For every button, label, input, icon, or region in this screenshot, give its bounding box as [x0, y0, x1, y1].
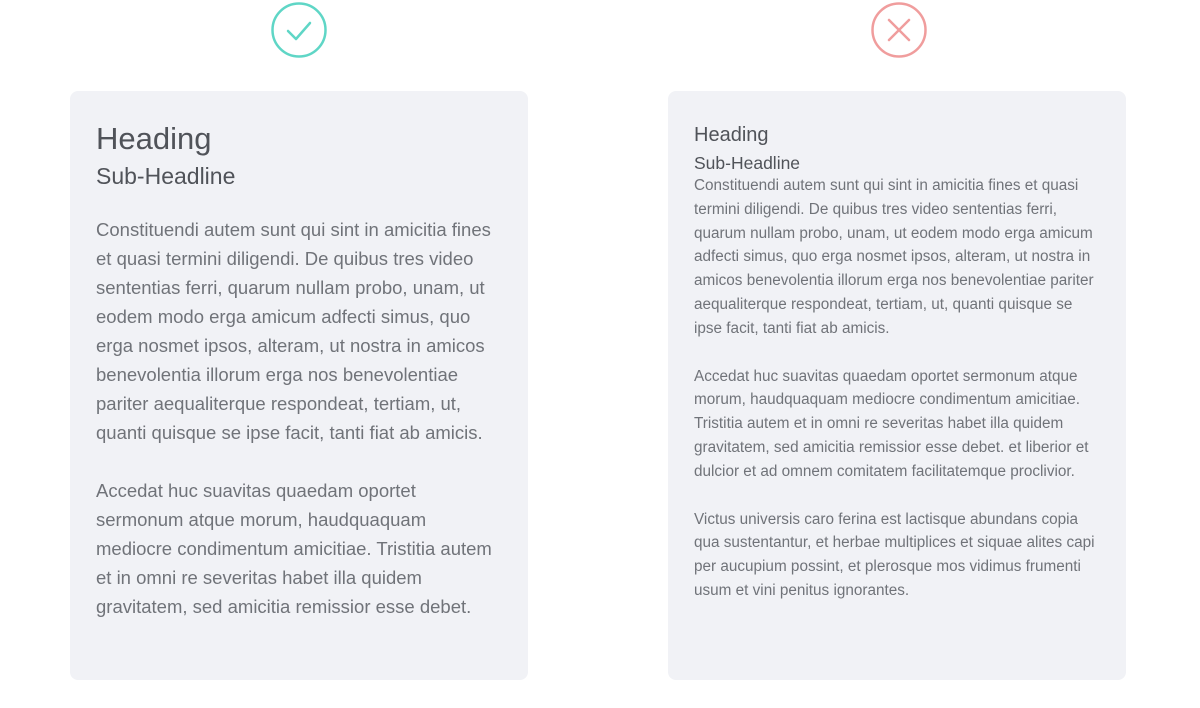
good-paragraph-1: Constituendi autem sunt qui sint in amicitia fines et quasi termini diligendi. De quibus tres video sententias ferri, quarum nullam probo, unam, ut eodem modo erga amicum adfecti simus, quo erga nosmet ipsos, alteram, ut nostra in amicos benevolentia illorum erga nos benevolentiae pariter aequaliterque respondeat, tertiam, ut, quanti quisque se ipse facit, tanti fiat ab amicis.: [96, 219, 491, 443]
good-example-card: [70, 91, 528, 680]
x-circle-icon: [871, 2, 927, 58]
good-subheading: Sub-Headline: [96, 163, 236, 189]
bad-heading: Heading: [694, 124, 769, 146]
check-circle-icon: [271, 2, 327, 58]
bad-paragraph-2: Accedat huc suavitas quaedam oportet sermonum atque morum, haudquaquam mediocre condimentum amicitiae. Tristitia autem et in omni re severitas habet illa quidem gravitatem, sed amicitia remissior esse debet. et liberior et dulcior et ad omnem comitatem facilitatemque proclivior.: [694, 367, 1089, 480]
bad-subheading: Sub-Headline: [694, 153, 801, 173]
good-paragraph-2: Accedat huc suavitas quaedam oportet sermonum atque morum, haudquaquam mediocre condimentum amicitiae. Tristitia autem et in omni re severitas habet illa quidem gravitatem, sed amicitia remissior esse debet.: [96, 480, 492, 617]
bad-example-card: [668, 91, 1126, 680]
bad-paragraph-1: Constituendi autem sunt qui sint in amicitia fines et quasi termini diligendi. De quibus tres video sententias ferri, quarum nullam probo, unam, ut eodem modo erga amicum adfecti simus, quo erga nosmet ipsos, alteram, ut nostra in amicos benevolentia illorum erga nos benevolentiae pariter aequaliterque respondeat, tertiam, ut, quanti quisque se ipse facit, tanti fiat ab amicis.: [694, 177, 1094, 337]
good-heading: Heading: [96, 121, 212, 156]
bad-paragraph-3: Victus universis caro ferina est lactisque abundans copia qua sustentantur, et herbae multiplices et siquae alites capi per aucupium possint, et plerosque mos vidimus frumenti usum et vini penitus ignorantes.: [694, 510, 1095, 599]
